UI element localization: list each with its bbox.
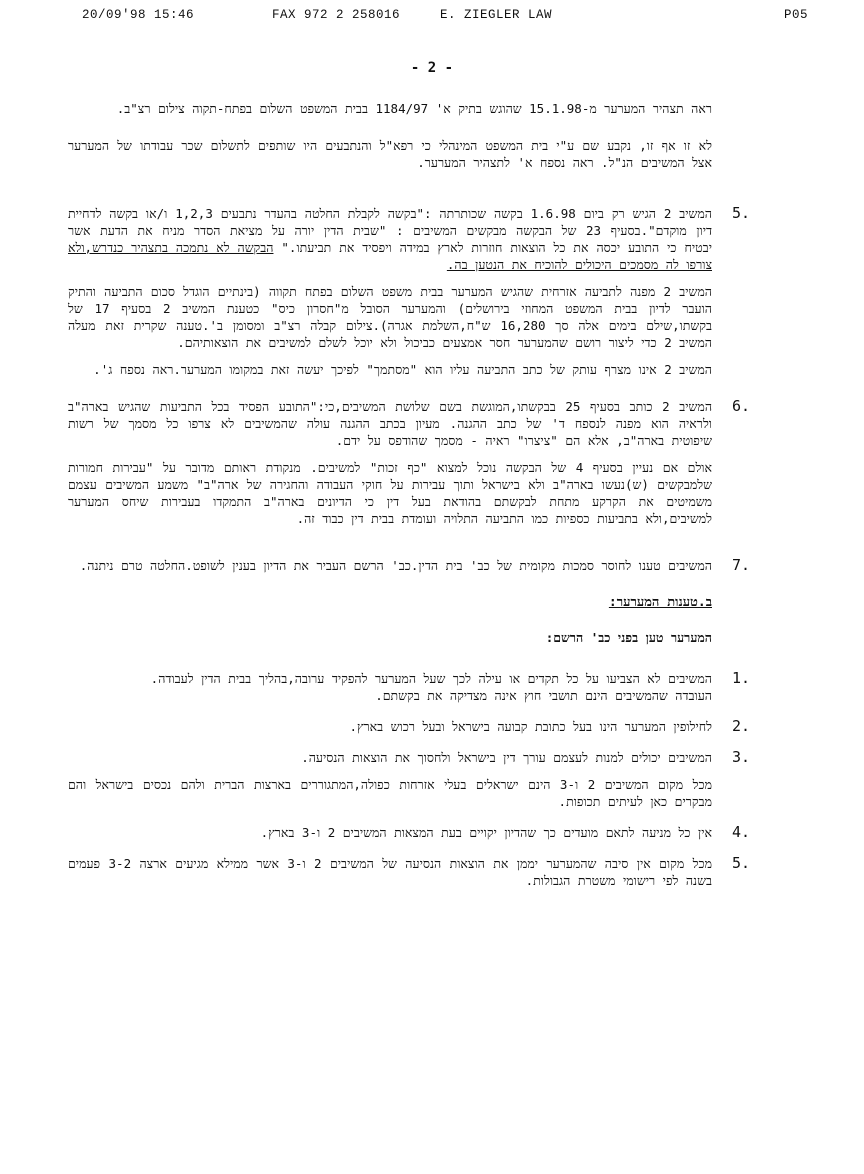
item-sub-paragraph: אולם אם נעיין בסעיף 4 של הבקשה נוכל למצוא "כף זכות" למשיבים. מנקודת ראותם מדובר על "עבירות חמורות שלמבקשים (ש)נעשו בארה"ב ולא בישראל ותוך עבירות על חוקי העבודה והחגירה של ארה"ב" משמע המשיבים עצמם משמיטים את הקרקע מתחת לבקשתם בהודאת בעל דין כי הדיונים בארה"ב התמקדו בעבירות שיחס המערער למשיבים,ולא בתביעות כספיות כמו התביעה התלויה ועומדת בבית דין כבוד זה. bbox=[68, 460, 713, 526]
fax-number: FAX 972 2 258016 bbox=[272, 8, 401, 22]
item-6 bbox=[68, 397, 750, 527]
claim-number: 3. bbox=[731, 748, 750, 766]
fax-page: P05 bbox=[784, 8, 809, 22]
item-text: המשיבים טענו לחוסר סמכות מקומית של כב' בית הדין.כב' הרשם העביר את הדיון בענין לשופט.החלטה טרם ניתנה. bbox=[79, 558, 712, 573]
claim-item-2 bbox=[68, 717, 750, 735]
claims-list bbox=[68, 669, 750, 889]
item-sub-paragraph: המשיב 2 אינו מצרף עותק של כתב התביעה עליו הוא "מסתמך" לפיכך יעשה זאת במקומו המערער.ראה נספח ג'. bbox=[93, 362, 712, 377]
claim-text: אין כל מניעה לתאם מועדים כך שהדיון יקויים בעת המצאות המשיבים 2 ו-3 בארץ. bbox=[260, 825, 712, 840]
section-heading: ב.טענות המערער: bbox=[608, 595, 712, 610]
claim-sub-text: מכל מקום המשיבים 2 ו-3 הינם ישראלים בעלי אזרחות כפולה,המתגוררים בארצות הברית ולהם נכסים בישראל והם מבקרים כאן לעיתים תכופות. bbox=[68, 777, 713, 809]
item-7 bbox=[68, 556, 750, 574]
section-intro: המערער טען בפני כב' הרשם: bbox=[545, 630, 712, 645]
claim-item-5 bbox=[68, 854, 750, 889]
item-5 bbox=[68, 204, 750, 378]
claim-text: המשיבים לא הצביעו על כל תקדים או עילה לכך שעל המערער להפקיד ערובה,בהליך בבית הדין לעבודה. bbox=[150, 671, 712, 686]
fax-datetime: 20/09'98 15:46 bbox=[82, 8, 195, 22]
item-sub-paragraph: המשיב 2 מפנה לתביעה אזרחית שהגיש המערער בבית משפט השלום בפתח תקווה (בינתיים הוגדל סכום התביעה והתיק הועבר לדיון בבית המשפט המחוזי בירושלים) והמערער הסובל מ"חסרון כיס" כטענת המשיב 2 בסעיף 17 של בקשתו,שילם בימים אלה סך 16,280 ש"ח,השלמת אגרה).צילום קבלה רצ"ב ומסומן ב'.טענה שקרית זאת מעלה המשיב 2 כדי ליצור רושם שהמערער חסר אמצעים כביכול ולא יוכל לשלם למשיבים את הוצאותיהם. bbox=[68, 284, 712, 350]
item-number: 5. bbox=[731, 204, 750, 222]
claim-text: לחילופין המערער הינו בעל כתובת קבועה בישראל ובעל רכוש בארץ. bbox=[349, 719, 712, 734]
item-text: המשיב 2 הגיש רק ביום 1.6.98 בקשה שכותרתה :"בקשה לקבלת החלטה בהעדר נתבעים 1,2,3 ו/או בקשה לדחיית דיון מוקדם".בסעיף 23 של הבקשה מבקשים המשיבים : "שבית הדין יורה על מציאת הסדר מניח את הדעת אשר יבטיח כי התובע יכסה את כל הוצאות חוזרות לארץ במידה ויפסיד את תביעתו." bbox=[68, 206, 712, 255]
claim-number: 1. bbox=[731, 669, 750, 687]
claim-text: המשיבים יכולים למנות לעצמם עורך דין בישראל ולחסוך את הוצאות הנסיעה. bbox=[301, 750, 712, 765]
claim-item-1 bbox=[68, 669, 750, 704]
intro-paragraph-1: ראה תצהיר המערער מ-15.1.98 שהוגש בתיק א' 1184/97 בבית המשפט השלום בפתח-תקוה צילום רצ"ב. bbox=[116, 101, 712, 116]
page-number: - 2 - bbox=[410, 60, 454, 76]
item-text: המשיב 2 כותב בסעיף 25 בבקשתו,המוגשת בשם שלושת המשיבים,כי:"התובע הפסיד בכל התביעות שהגיש בארה"ב ולראיה הוא מפנה לנספח ד' של כתב ההגנה. מעיון בכתב ההגנה עולה שהמשיבים לא צרפו כל מסמך של רשות שיפוטית בארה"ב, אלא הם "ציצרו" ראיה - מסמך שהודפס על ידם. bbox=[68, 399, 713, 448]
claim-number: 4. bbox=[731, 823, 750, 841]
document-body bbox=[68, 100, 750, 903]
claim-number: 5. bbox=[731, 854, 750, 872]
claim-item-3 bbox=[68, 748, 750, 810]
item-underlined-text: הבקשה לא נתמכה בתצהיר כנדרש,ולא צורפו לה מסמכים היכולים להוכיח את הנטען בה. bbox=[68, 240, 712, 272]
fax-sender: E. ZIEGLER LAW bbox=[440, 8, 553, 22]
claim-item-4 bbox=[68, 823, 750, 841]
intro-paragraph-2: לא זו אף זו, נקבע שם ע"י בית המשפט המינהלי כי רפא"ל והנתבעים היו שותפים לתשלום שכר עבודתו של המערער אצל המשיבים הנ"ל. ראה נספח א' לתצהיר המערער. bbox=[68, 138, 712, 170]
claim-sub-text: העובדה שהמשיבים הינם תושבי חוץ אינה מצדיקה את בקשתם. bbox=[375, 688, 712, 703]
item-number: 6. bbox=[731, 397, 750, 415]
claim-number: 2. bbox=[731, 717, 750, 735]
item-number: 7. bbox=[731, 556, 750, 574]
fax-header bbox=[0, 8, 864, 26]
claim-text: מכל מקום אין סיבה שהמערער יממן את הוצאות הנסיעה של המשיבים 2 ו-3 אשר ממילא מגיעים ארצה 3-2 פעמים בשנה לפי רישומי משטרת הגבולות. bbox=[68, 856, 712, 888]
